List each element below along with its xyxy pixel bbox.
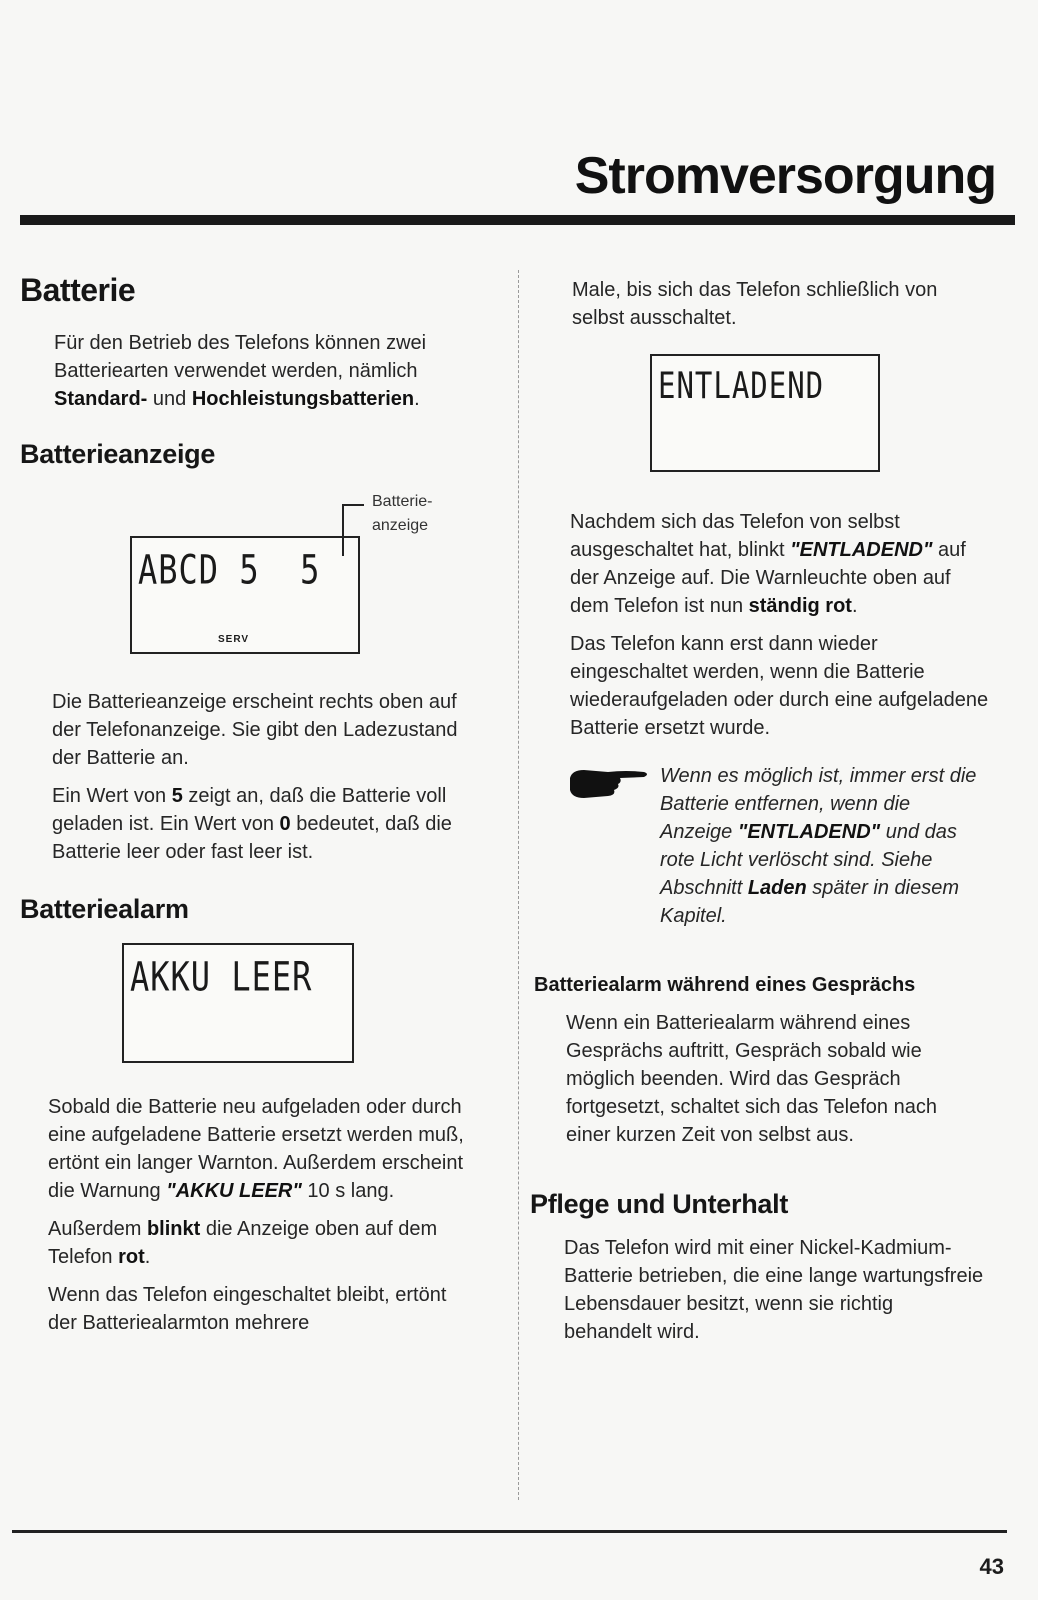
alarm-paragraph-3: Wenn das Telefon eingeschaltet bleibt, ertönt der Batteriealarmton mehrere bbox=[48, 1284, 447, 1334]
left-column bbox=[20, 272, 490, 1337]
callout-line bbox=[342, 504, 344, 556]
anzeige-paragraph-2: Ein Wert von 5 zeigt an, daß die Batterie voll geladen ist. Ein Wert von 0 bedeutet, daß die Batterie leer oder fast leer ist. bbox=[52, 785, 452, 863]
section-heading-pflege: Pflege und Unterhalt bbox=[530, 1189, 789, 1219]
continued-paragraph: Male, bis sich das Telefon schließlich von selbst ausschaltet. bbox=[572, 279, 938, 329]
lcd-display-battery bbox=[130, 536, 360, 654]
pointing-hand-icon bbox=[568, 764, 650, 804]
anzeige-paragraph-1: Die Batterieanzeige erscheint rechts oben auf der Telefonanzeige. Sie gibt den Ladezustand der Batterie an. bbox=[52, 691, 458, 769]
battery-indicator-callout: Batterie- anzeige bbox=[372, 493, 433, 534]
recharge-paragraph: Das Telefon kann erst dann wieder eingeschaltet werden, wenn die Batterie wiederaufgeladen oder durch eine aufgeladene Batterie ersetzt wurde. bbox=[570, 633, 989, 739]
section-heading-batterie: Batterie bbox=[20, 272, 136, 308]
lcd-main-text: ABCD 5 5 bbox=[138, 546, 321, 594]
section-heading-alarm-gespraech: Batteriealarm während eines Gesprächs bbox=[534, 974, 916, 996]
pflege-paragraph: Das Telefon wird mit einer Nickel-Kadmium-Batterie betrieben, die eine lange wartungsfreie Lebensdauer besitzt, wenn sie richtig behandelt wird. bbox=[564, 1237, 984, 1343]
page-number: 43 bbox=[979, 1554, 1004, 1579]
lcd-serv-label: SERV bbox=[218, 634, 250, 645]
header-rule bbox=[20, 215, 1015, 225]
alarm-paragraph-2: Außerdem blinkt die Anzeige oben auf dem Telefon rot. bbox=[48, 1218, 438, 1268]
section-heading-batteriealarm: Batteriealarm bbox=[20, 894, 189, 924]
lcd-main-text: AKKU LEER bbox=[130, 953, 313, 1001]
battery-display-figure bbox=[20, 484, 490, 664]
section-heading-batterieanzeige: Batterieanzeige bbox=[20, 439, 216, 469]
hint-text: Wenn es möglich ist, immer erst die Batterie entfernen, wenn die Anzeige "ENTLADEND" und das rote Licht verlöscht sind. Siehe Abschnitt Laden später in diesem Kapitel. bbox=[660, 765, 977, 927]
column-divider bbox=[518, 270, 519, 1500]
footer-rule bbox=[12, 1530, 1007, 1533]
lcd-display-akku-leer bbox=[122, 943, 354, 1063]
callout-tick bbox=[342, 504, 364, 506]
lcd-main-text: ENTLADEND bbox=[658, 364, 825, 407]
alarm-call-paragraph: Wenn ein Batteriealarm während eines Gesprächs auftritt, Gespräch sobald wie möglich beenden. Wird das Gespräch fortgesetzt, schaltet sich das Telefon nach einer kurzen Zeit von selbst aus. bbox=[566, 1012, 937, 1146]
right-column bbox=[530, 276, 1015, 1346]
batterie-paragraph: Für den Betrieb des Telefons können zwei Batteriearten verwendet werden, nämlich Standard- und Hochleistungsbatterien. bbox=[54, 332, 427, 410]
chapter-title: Stromversorgung bbox=[574, 147, 996, 205]
lcd-display-entladend bbox=[650, 354, 880, 472]
hint-note bbox=[540, 762, 1015, 962]
entladend-paragraph: Nachdem sich das Telefon von selbst ausgeschaltet hat, blinkt "ENTLADEND" auf der Anzeige auf. Die Warnleuchte oben auf dem Telefon ist nun ständig rot. bbox=[570, 511, 966, 617]
alarm-paragraph-1: Sobald die Batterie neu aufgeladen oder durch eine aufgeladene Batterie ersetzt werden muß, ertönt ein langer Warnton. Außerdem erscheint die Warnung "AKKU LEER" 10 s lang. bbox=[48, 1096, 464, 1202]
